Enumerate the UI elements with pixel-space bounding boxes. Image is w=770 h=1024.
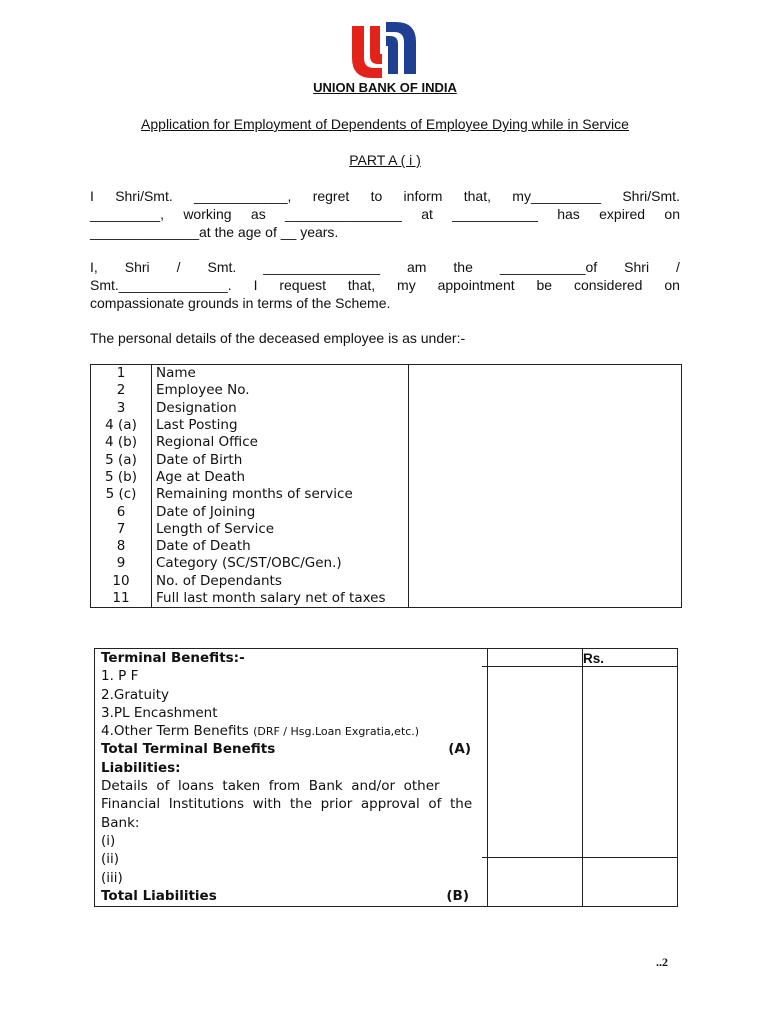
union-bank-logo — [346, 18, 422, 82]
table-row: 7 Length of Service — [91, 521, 682, 538]
amount-column[interactable] — [583, 649, 678, 907]
rs-header: Rs. — [583, 651, 605, 666]
table-row: 8 Date of Death — [91, 538, 682, 555]
value-cell[interactable] — [409, 451, 682, 468]
value-cell[interactable] — [409, 365, 682, 383]
benefit-item: 2.Gratuity — [101, 686, 170, 703]
bank-name: UNION BANK OF INDIA — [313, 80, 457, 95]
value-cell[interactable] — [409, 417, 682, 434]
value-cell[interactable] — [409, 590, 682, 608]
request-paragraph — [90, 258, 680, 312]
terminal-benefits-heading: Terminal Benefits:- — [101, 650, 245, 666]
benefit-item: 1. P F — [101, 668, 139, 685]
value-cell[interactable] — [409, 400, 682, 417]
table-row: 9 Category (SC/ST/OBC/Gen.) — [91, 555, 682, 572]
paragraph1-line1: I Shri/Smt. ____________, regret to inform that, my_________ Shri/Smt. — [90, 188, 680, 204]
table-row: 5 (c) Remaining months of service — [91, 486, 682, 503]
liabilities-desc-line3: Bank: — [101, 814, 140, 831]
rs-header-divider — [482, 666, 678, 667]
paragraph2-line2: Smt.______________. I request that, my appointment be considered on — [90, 277, 680, 293]
total-liabilities: Total Liabilities (B) — [101, 887, 469, 904]
value-cell[interactable] — [409, 469, 682, 486]
liabilities-desc-line1: Details of loans taken from Bank and/or other — [101, 778, 440, 795]
other-term-note: (DRF / Hsg.Loan Exgratia,etc.) — [253, 725, 420, 739]
benefit-item-other: 4.Other Term Benefits (DRF / Hsg.Loan Exgratia,etc.) — [101, 723, 420, 740]
value-cell[interactable] — [409, 486, 682, 503]
value-cell[interactable] — [409, 382, 682, 399]
table-row: 2 Employee No. — [91, 382, 682, 399]
value-cell[interactable] — [409, 573, 682, 590]
liabilities-desc-line2: Financial Institutions with the prior approval of the — [101, 796, 473, 813]
part-heading: PART A ( i ) — [349, 152, 421, 168]
paragraph1-line3: ______________at the age of __ years. — [90, 224, 339, 240]
application-title: Application for Employment of Dependents of Employee Dying while in Service — [141, 116, 629, 132]
benefits-description-cell — [95, 649, 488, 907]
liabilities-heading: Liabilities: — [101, 759, 181, 776]
table-row: 6 Date of Joining — [91, 503, 682, 520]
paragraph2-line1: I, Shri / Smt. _______________ am the ___________of Shri / — [90, 259, 680, 275]
value-cell[interactable] — [409, 555, 682, 572]
table-row: 10 No. of Dependants — [91, 573, 682, 590]
value-cell[interactable] — [409, 434, 682, 451]
terminal-benefits-table — [94, 648, 678, 907]
paragraph2-line3: compassionate grounds in terms of the Scheme. — [90, 295, 391, 311]
table-row: 3 Designation — [91, 400, 682, 417]
rs-column[interactable] — [488, 649, 583, 907]
intimation-paragraph — [90, 187, 680, 241]
page-number: ..2 — [656, 955, 668, 969]
paragraph1-line2: _________, working as _______________ at ___________ has expired on — [90, 206, 680, 222]
value-cell[interactable] — [409, 538, 682, 555]
value-cell[interactable] — [409, 521, 682, 538]
table-row: 4 (a) Last Posting — [91, 417, 682, 434]
table-row: 1 Name — [91, 365, 682, 383]
value-cell[interactable] — [409, 503, 682, 520]
personal-details-table — [90, 364, 682, 608]
liability-item: (ii) — [101, 851, 120, 868]
benefit-item: 3.PL Encashment — [101, 704, 218, 721]
total-terminal-benefits: Total Terminal Benefits (A) — [101, 741, 471, 758]
details-intro: The personal details of the deceased employee is as under:- — [90, 330, 466, 346]
table-row: 5 (a) Date of Birth — [91, 451, 682, 468]
table-row: 11 Full last month salary net of taxes — [91, 590, 682, 608]
table-row: 4 (b) Regional Office — [91, 434, 682, 451]
liability-item: (i) — [101, 832, 116, 849]
liabilities-divider — [482, 857, 678, 858]
table-row: 5 (b) Age at Death — [91, 469, 682, 486]
liability-item: (iii) — [101, 869, 123, 886]
